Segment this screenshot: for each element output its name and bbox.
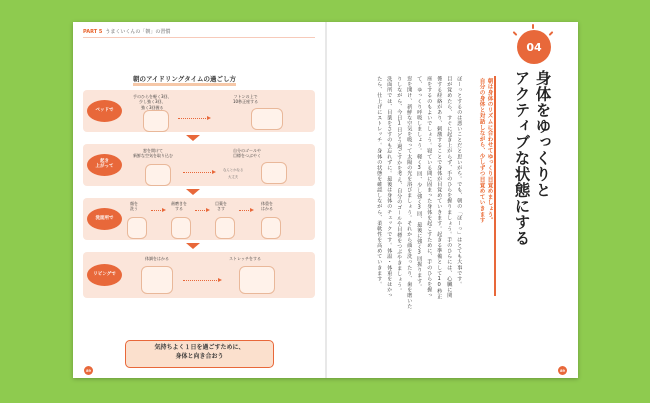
stretch-illustration xyxy=(239,266,275,294)
running-header xyxy=(83,28,170,35)
sun-ray xyxy=(549,31,554,36)
step-weigh: 体重を はかる xyxy=(261,201,273,212)
body-col-5: て、ゆっくり呼吸しましょう。軽く3回、少し強く3回、最後に強く3回握ります。 xyxy=(416,76,423,290)
body-col-1: ぼーっとするのは悪いことだと思いがち。でも、朝の「ぼーっ」はとても大事です。 xyxy=(456,76,463,287)
routine-row-living xyxy=(83,252,315,298)
routine-row-washroom xyxy=(83,198,315,240)
body-col-3: 係する経絡があり、刺激することで身体が目覚めていきます。起きる準備として10秒正 xyxy=(436,76,443,300)
wash-face-illustration xyxy=(127,217,147,239)
thermometer-illustration xyxy=(141,266,173,294)
step-grip-hands: 手のひらを軽く3回、 少し強く3回、 強く3回握る xyxy=(133,94,172,110)
lead-col2: 自分の身体と対話しながら、少しずつ目覚めていきます xyxy=(478,78,485,223)
lead-col1: 朝は身体のリズムに合わせてゆっくり目覚めましょう。 xyxy=(486,78,493,223)
thinking-illustration xyxy=(261,162,287,184)
callout-line-2: 身体と向き合おう xyxy=(175,352,224,360)
routine-row-bed xyxy=(83,90,315,132)
body-col-9: たら、仕上げにストレッチ。身体の状態を確認しながら、柔軟性を高めていきます。 xyxy=(376,76,383,287)
body-col-7: りしながら、今日1日どう過ごすかを考え、自分のゴールや目標をつぶやきましょう。 xyxy=(396,76,403,294)
summary-callout xyxy=(125,340,274,368)
arrow-dotted xyxy=(183,280,219,281)
arrow-dotted xyxy=(195,210,207,211)
speech-bubble-1: なんとかなる xyxy=(223,168,244,172)
down-arrow xyxy=(186,189,200,195)
book-spread xyxy=(73,22,578,378)
page-number-left: 89 xyxy=(84,366,93,375)
book-gutter xyxy=(325,22,327,378)
step-eye-drops: 目薬を さす xyxy=(215,201,227,212)
section-number-badge: 04 xyxy=(517,30,551,64)
body-col-8: 洗面所では、目薬をさすのも忘れずに。最後は身体のチェックです。体温・体重をはかっ xyxy=(386,76,393,298)
sun-ray xyxy=(513,31,518,36)
row-label-bubble: 起き 上がって xyxy=(87,154,122,176)
step-seiza: フトンの上で 10秒正座する xyxy=(233,94,259,105)
brush-teeth-illustration xyxy=(171,217,191,239)
section-title xyxy=(127,74,242,86)
section-title-text: 朝のアイドリングタイムの過ごし方 xyxy=(132,75,237,83)
row-label-bubble: リビングで xyxy=(87,264,122,286)
arrow-dotted xyxy=(151,210,163,211)
hand-illustration xyxy=(143,110,169,132)
step-wash-face: 顔を 洗う xyxy=(130,201,138,212)
row-label-bubble: 洗面所で xyxy=(87,208,122,230)
arrow-dotted xyxy=(183,172,213,173)
header-rule xyxy=(83,37,315,38)
routine-row-wake xyxy=(83,144,315,186)
speech-bubble-2: 大丈夫 xyxy=(228,175,239,179)
window-illustration xyxy=(145,164,171,186)
page-number-right: 89 xyxy=(558,366,567,375)
arrow-dotted xyxy=(239,210,251,211)
step-brush-teeth: 歯磨きを する xyxy=(171,201,187,212)
lead-accent-bar xyxy=(494,76,496,296)
down-arrow xyxy=(186,243,200,249)
main-title-col1: 身体をゆっくりと xyxy=(533,70,552,198)
step-stretch: ストレッチをする xyxy=(229,256,261,261)
callout-line-1: 気持ちよく１日を過ごすために、 xyxy=(154,344,245,351)
body-col-2: 目が覚めたら、すぐに起き上がらず、手のひらを握りましょう。手のひらには、心臓に関 xyxy=(446,76,453,298)
scale-illustration xyxy=(261,217,281,239)
part-label: PART 5 xyxy=(83,28,103,35)
part-title: うまくいくんの「朝」の習慣 xyxy=(105,29,171,35)
title-underline xyxy=(133,83,236,86)
step-check-condition: 体調をはかる xyxy=(145,256,169,261)
step-open-window: 窓を開けて 新鮮な空気を取り込む xyxy=(133,148,173,159)
down-arrow xyxy=(186,135,200,141)
eye-drops-illustration xyxy=(215,217,235,239)
row-label-bubble: ベッドで xyxy=(87,100,122,122)
main-title-col2: アクティブな状態にする xyxy=(512,70,531,246)
body-col-6: 窓を開け、新鮮な空気を吸って太陽の光を浴びましょう。それから顔を洗ったり、歯を磨いた xyxy=(406,76,413,310)
body-col-4: 座をするのもよいでしょう。寝ている間に固まった身体を起こすために、手のひらを握っ xyxy=(426,76,433,298)
arrow-dotted xyxy=(178,118,208,119)
seiza-illustration xyxy=(251,108,283,130)
step-murmur-goal: 自分のゴールや 目標をつぶやく xyxy=(233,148,261,159)
sun-ray xyxy=(532,24,534,29)
